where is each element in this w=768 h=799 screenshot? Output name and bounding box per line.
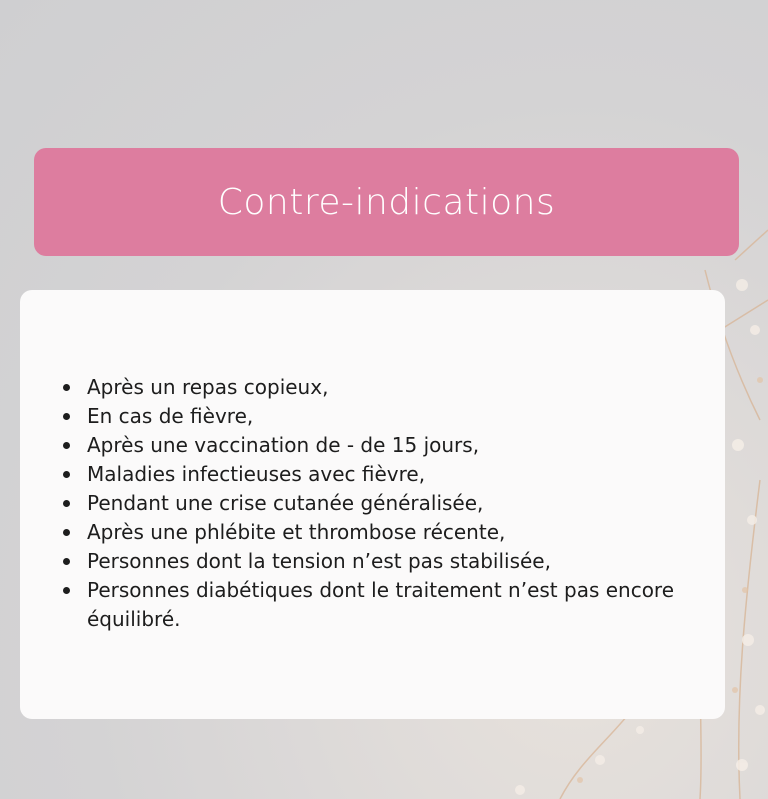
list-item-text: Après un repas copieux, [87, 375, 329, 399]
list-item-text: En cas de fièvre, [87, 404, 254, 428]
list-item-text: Après une vaccination de - de 15 jours, [87, 433, 480, 457]
bullet-icon [63, 500, 70, 507]
list-item [80, 373, 715, 402]
list-item [80, 576, 715, 634]
list-item [80, 547, 715, 576]
list-item-text: Personnes diabétiques dont le traitement n’est pas encore équilibré. [87, 578, 675, 631]
bullet-icon [63, 587, 70, 594]
bullet-icon [63, 413, 70, 420]
title-banner [34, 148, 739, 256]
bullet-icon [63, 529, 70, 536]
list-item [80, 489, 715, 518]
list-item [80, 431, 715, 460]
list-item [80, 518, 715, 547]
list-item-text: Maladies infectieuses avec fièvre, [87, 462, 426, 486]
bullet-icon [63, 471, 70, 478]
list-item-text: Après une phlébite et thrombose récente, [87, 520, 506, 544]
content-card [20, 290, 725, 719]
list-item [80, 460, 715, 489]
list-item-text: Personnes dont la tension n’est pas stabilisée, [87, 549, 551, 573]
page-title: Contre-indications [217, 181, 556, 223]
bullet-icon [63, 442, 70, 449]
bullet-icon [63, 558, 70, 565]
bullet-icon [63, 384, 70, 391]
contraindications-list [80, 373, 715, 634]
list-item-text: Pendant une crise cutanée généralisée, [87, 491, 484, 515]
list-item [80, 402, 715, 431]
